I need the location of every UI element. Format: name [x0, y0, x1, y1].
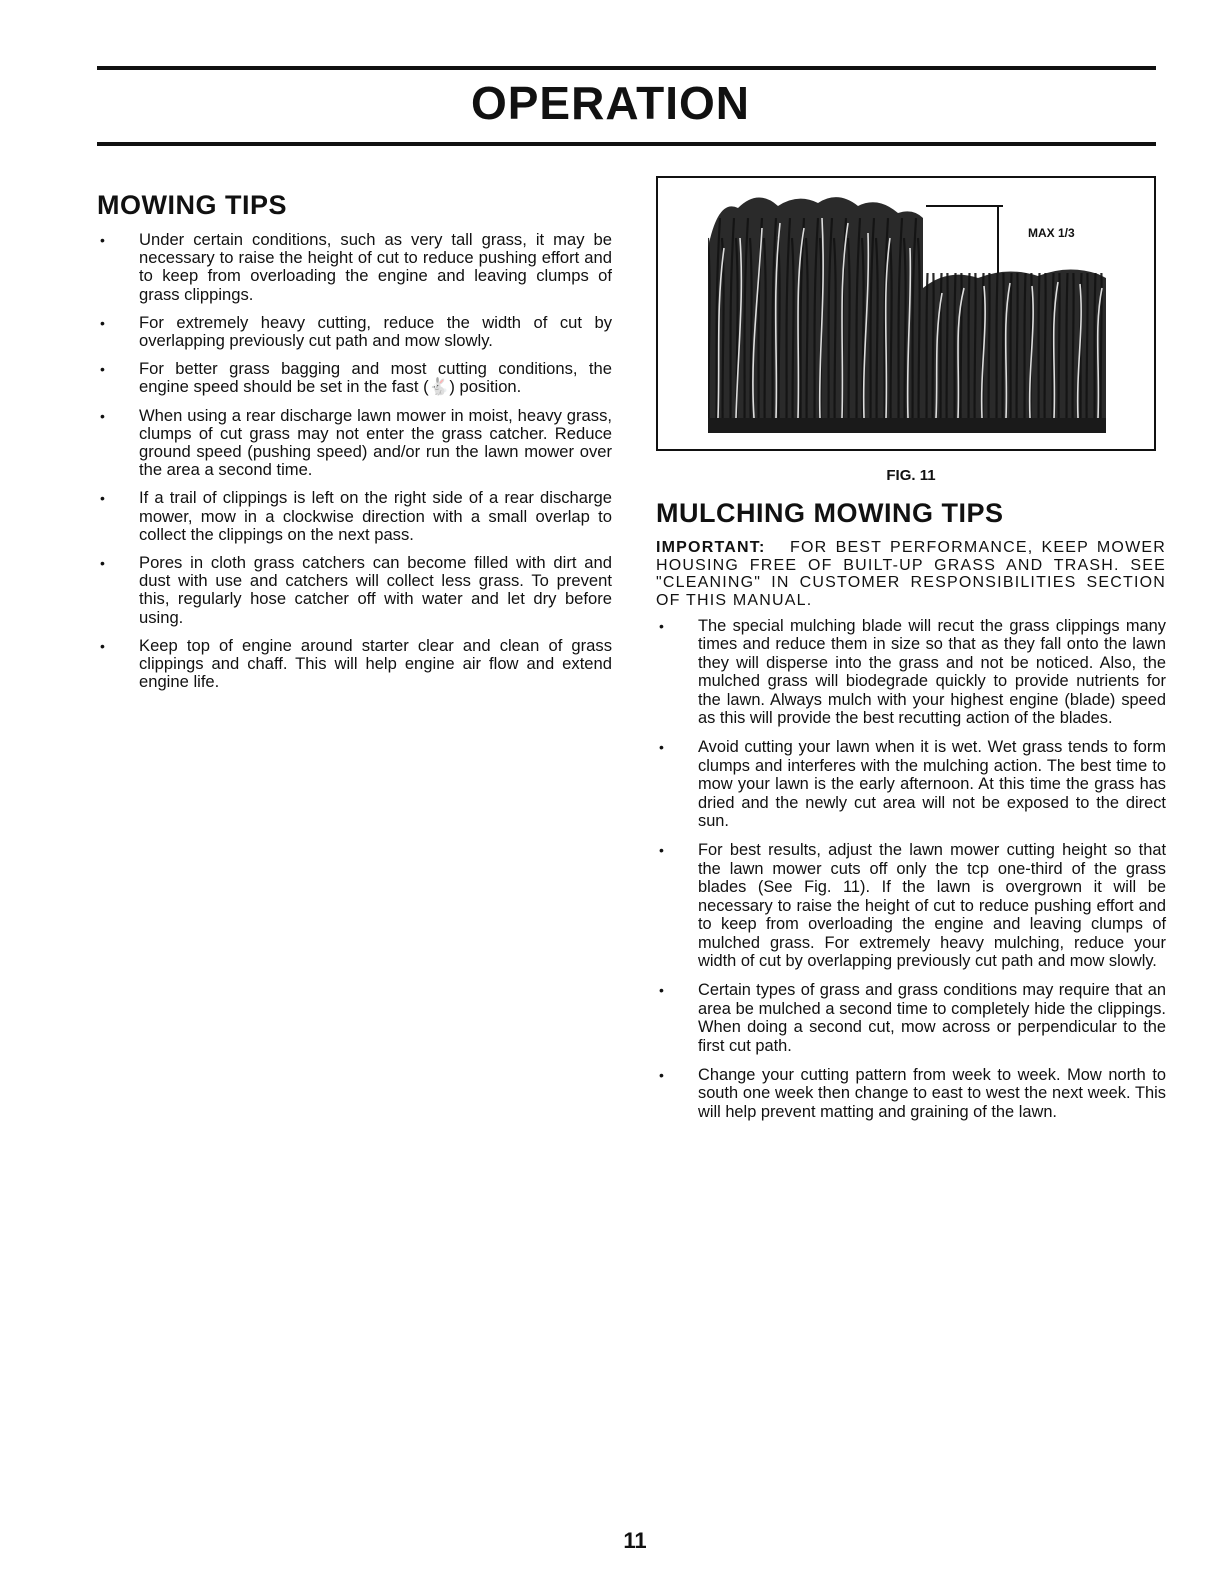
mowing-tips-section	[97, 190, 612, 701]
list-item-text: Pores in cloth grass catchers can become filled with dirt and dust with use and catchers will collect less grass. To prevent this, regularly hose catcher off with water and let dry before using.	[139, 553, 612, 627]
bullet-icon: •	[100, 361, 105, 378]
list-item-text: For extremely heavy cutting, reduce the width of cut by overlapping previously cut path and mow slowly.	[139, 312, 612, 351]
bullet-icon: •	[659, 1066, 664, 1083]
mulching-section	[656, 176, 1166, 1132]
important-text: FOR BEST PERFORMANCE, KEEP MOWER HOUSING FREE OF BUILT-UP GRASS AND TRASH. SEE "CLEANING" IN CUSTOMER RESPONSIBILITIES SECTION OF THIS MANUAL.	[656, 539, 1167, 609]
bullet-icon: •	[659, 618, 664, 634]
top-rule	[97, 66, 1156, 70]
list-item	[656, 981, 1166, 1055]
list-item	[656, 617, 1166, 727]
bullet-icon: •	[659, 982, 664, 999]
bullet-icon: •	[100, 232, 105, 248]
bullet-icon: •	[100, 555, 105, 572]
list-item	[656, 738, 1166, 830]
mulching-tips-heading: MULCHING MOWING TIPS	[656, 498, 1004, 528]
list-item-text: For best results, adjust the lawn mower cutting height so that the lawn mower cuts off only the tcp one-third of the grass blades (See Fig. 11). If the lawn is overgrown it will be necessary to raise the height of cut to reduce pushing effort and to keep from overloading the engine and leaving clumps of mulched grass. For extremely heavy mulching, reduce your width of cut by overlapping previously cut path and mow slowly.	[698, 841, 1166, 970]
bullet-icon: •	[659, 842, 664, 859]
bullet-icon: •	[100, 637, 105, 654]
list-item-text: Under certain conditions, such as very tall grass, it may be necessary to raise the height of cut to reduce pushing effort and to keep from overloading the engine and leaving clumps of grass clippings.	[139, 230, 612, 304]
mulching-tips-list	[656, 617, 1166, 1121]
list-item	[97, 314, 612, 350]
list-item	[97, 637, 612, 692]
figure-caption: FIG. 11	[886, 467, 936, 484]
list-item	[97, 231, 612, 304]
list-item-text: Avoid cutting your lawn when it is wet. Wet grass tends to form clumps and interferes with the mulching action. The best time to mow your lawn is the early afternoon. At this time the grass has dried and the newly cut area will not be exposed to the direct sun.	[698, 738, 1166, 831]
bullet-icon: •	[659, 739, 664, 756]
page-number: 11	[623, 1528, 647, 1553]
list-item	[656, 841, 1166, 970]
page-title: OPERATION	[470, 77, 751, 129]
important-label: IMPORTANT:	[656, 539, 766, 556]
title-underline-rule	[97, 142, 1156, 146]
list-item-text: Certain types of grass and grass conditions may require that an area be mulched a second time to completely hide the clippings. When doing a second cut, mow across or perpendicular to the first cut path.	[698, 981, 1166, 1055]
list-item	[97, 554, 612, 627]
bullet-icon: •	[100, 490, 105, 507]
list-item	[97, 360, 612, 396]
list-item	[97, 407, 612, 480]
list-item	[97, 489, 612, 544]
grass-illustration-icon	[658, 178, 1154, 449]
important-notice	[656, 539, 1166, 609]
list-item-text: The special mulching blade will recut the grass clippings many times and reduce them in size so that as they fall onto the lawn they will disperse into the grass and not be noticed. Also, the mulched grass will biodegrade quickly to provide nutrients for the lawn. Always mulch with your highest engine (blade) speed as this will provide the best recutting action of the blades.	[698, 617, 1166, 728]
list-item-text: Change your cutting pattern from week to week. Mow north to south one week then change to east to west the next week. This will help prevent matting and graining of the lawn.	[698, 1065, 1166, 1121]
list-item-text: When using a rear discharge lawn mower in moist, heavy grass, clumps of cut grass may not enter the grass catcher. Reduce ground speed (pushing speed) and/or run the lawn mower over the area a second time.	[139, 405, 612, 480]
mowing-tips-heading: MOWING TIPS	[97, 190, 287, 220]
list-item	[656, 1066, 1166, 1121]
list-item-text: Keep top of engine around starter clear and clean of grass clippings and chaff. This will help engine air flow and extend engine life.	[139, 635, 612, 692]
bullet-icon: •	[100, 407, 105, 424]
list-item-text: If a trail of clippings is left on the right side of a rear discharge mower, mow in a clockwise direction with a small overlap to collect the clippings on the next pass.	[139, 488, 612, 544]
bullet-icon: •	[100, 314, 105, 331]
mowing-tips-list	[97, 231, 612, 691]
grass-height-figure	[656, 176, 1156, 451]
list-item-text: For better grass bagging and most cutting conditions, the engine speed should be set in the fast (🐇) position.	[139, 359, 612, 397]
max-cut-label: MAX 1/3	[1028, 226, 1075, 240]
